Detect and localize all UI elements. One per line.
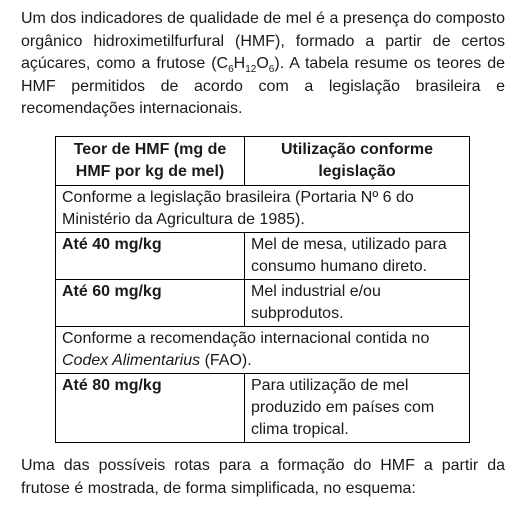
formula-subscript: 6: [228, 64, 234, 76]
uso-cell: Mel industrial e/ou subprodutos.: [245, 280, 470, 327]
formula-subscript: 12: [245, 64, 257, 76]
section-text: Conforme a recomendação internacional contida no: [62, 330, 430, 347]
table-row: [56, 233, 470, 280]
section-row: [56, 327, 470, 374]
section-internacional: [56, 327, 470, 374]
uso-cell: Mel de mesa, utilizado para consumo humano direto.: [245, 233, 470, 280]
teor-cell: Até 80 mg/kg: [56, 374, 245, 443]
intro-paragraph: [21, 8, 505, 121]
section-brasil: Conforme a legislação brasileira (Portaria Nº 6 do Ministério da Agricultura de 1985).: [56, 186, 470, 233]
section-row: [56, 186, 470, 233]
header-teor: Teor de HMF (mg de HMF por kg de mel): [56, 137, 245, 186]
formula-element: O: [256, 55, 269, 72]
formula-element: H: [233, 55, 246, 72]
uso-cell: Para utilização de mel produzido em países com clima tropical.: [245, 374, 470, 443]
table-header-row: [56, 137, 470, 186]
outro-paragraph: Uma das possíveis rotas para a formação do HMF a partir da frutose é mostrada, de forma simplificada, no esquema:: [21, 457, 505, 497]
intro-text-before: Um dos indicadores de qualidade de mel é a presença do composto orgânico hidroximetilfurfural (HMF), formado a partir de certos açúcares, como a frutose (C: [21, 10, 505, 72]
teor-cell: Até 40 mg/kg: [56, 233, 245, 280]
hmf-table: [55, 136, 470, 443]
codex-italic: Codex Alimentarius: [62, 352, 201, 369]
table-row: [56, 280, 470, 327]
table-row: [56, 374, 470, 443]
header-utilizacao: Utilização conforme legislação: [245, 137, 470, 186]
formula-subscript: 6: [268, 64, 275, 76]
intro-text-after: ). A tabela resume os teores de HMF permitidos de acordo com a legislação brasileira e recomendações internacionais.: [21, 55, 505, 117]
teor-cell: Até 60 mg/kg: [56, 280, 245, 327]
section-text: (FAO).: [200, 352, 252, 369]
